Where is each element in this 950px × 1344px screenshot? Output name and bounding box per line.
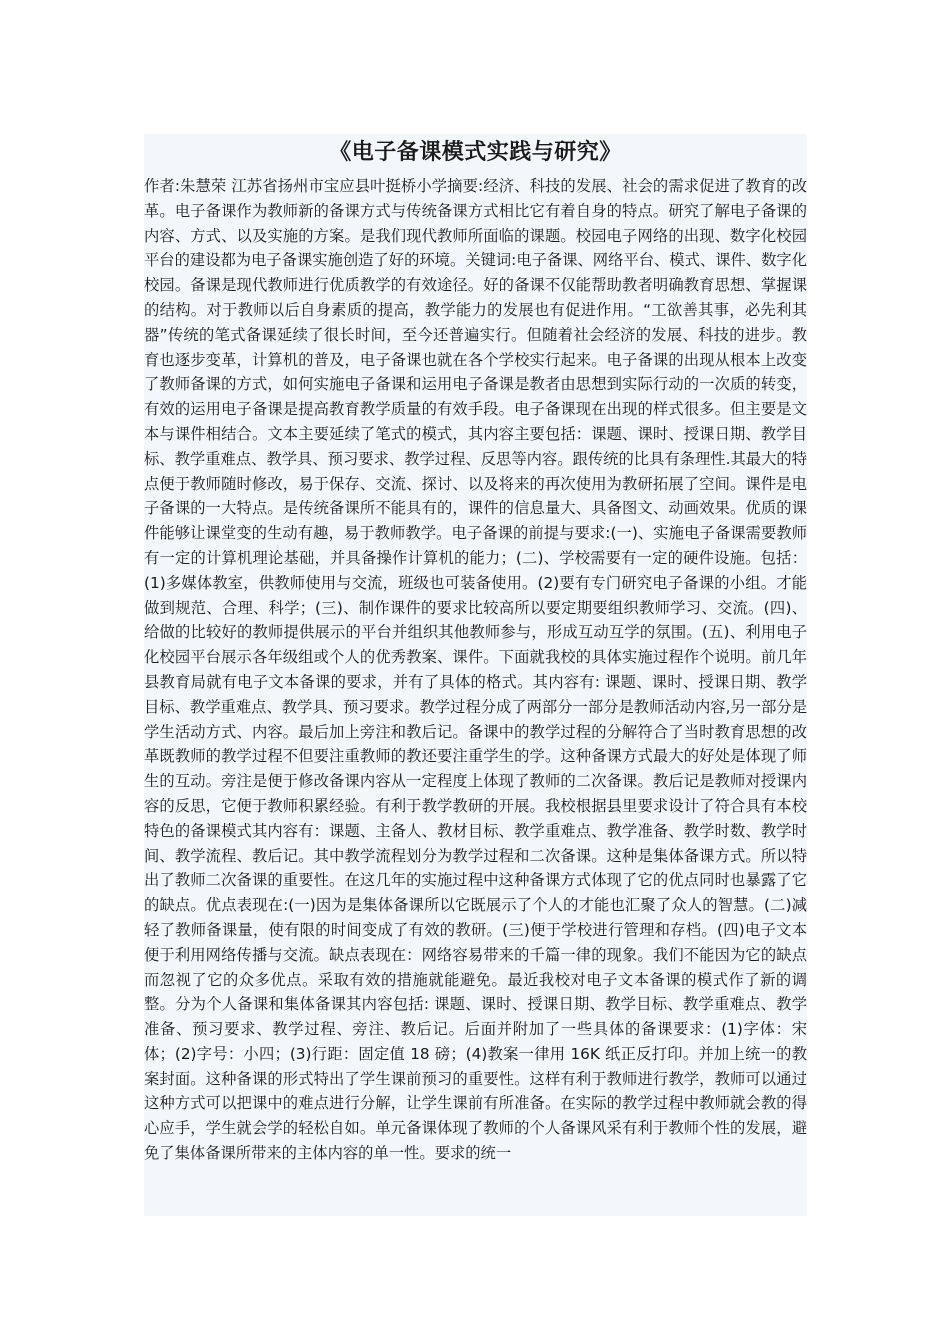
document-title: 《电子备课模式实践与研究》 <box>329 140 622 165</box>
document-body: 作者:朱慧荣 江苏省扬州市宝应县叶挺桥小学摘要:经济、科技的发展、社会的需求促进了教育的改革。电子备课作为教师新的备课方式与传统备课方式相比它有着自身的特点。研究了解电子备课的内容、方式、以及实施的方案。是我们现代教师所面临的课题。校园电子网络的出现、数字化校园平台的建设都为电子备课实施创造了好的环境。关键词:电子备课、网络平台、模式、课件、数字化校园。备课是现代教师进行优质教学的有效途径。好的备课不仅能帮助教者明确教育思想、掌握课的结构。对于教师以后自身素质的提高，教学能力的发展也有促进作用。“工欲善其事，必先利其器”传统的笔式备课延续了很长时间，至今还普遍实行。但随着社会经济的发展、科技的进步。教育也逐步变革，计算机的普及，电子备课也就在各个学校实行起来。电子备课的出现从根本上改变了教师备课的方式，如何实施电子备课和运用电子备课是教者由思想到实际行动的一次质的转变，有效的运用电子备课是提高教育教学质量的有效手段。电子备课现在出现的样式很多。但主要是文本与课件相结合。文本主要延续了笔式的模式，其内容主要包括：课题、课时、授课日期、教学目标、教学重难点、教学具、预习要求、教学过程、反思等内容。跟传统的比具有条理性.其最大的特点便于教师随时修改，易于保存、交流、探讨、以及将来的再次使用为教研拓展了空间。课件是电子备课的一大特点。是传统备课所不能具有的，课件的信息量大、具备图文、动画效果。优质的课件能够让课堂变的生动有趣，易于教师教学。电子备课的前提与要求:(一)、实施电子备课需要教师有一定的计算机理论基础，并具备操作计算机的能力；(二)、学校需要有一定的硬件设施。包括：(1)多媒体教室，供教师使用与交流，班级也可装备使用。(2)要有专门研究电子备课的小组。才能做到规范、合理、科学；(三)、制作课件的要求比较高所以要定期要组织教师学习、交流。(四)、给做的比较好的教师提供展示的平台并组织其他教师参与，形成互动互学的氛围。(五)、利用电子化校园平台展示各年级组或个人的优秀教案、课件。下面就我校的具体实施过程作个说明。前几年县教育局就有电子文本备课的要求，并有了具体的格式。其内容有: 课题、课时、授课日期、教学目标、教学重难点、教学具、预习要求。教学过程分成了两部分一部分是教师活动内容,另一部分是学生活动方式、内容。最后加上旁注和教后记。备课中的教学过程的分解符合了当时教育思想的改革既教师的教学过程不但要注重教师的教还要注重学生的学。这种备课方式最大的好处是体现了师生的互动。旁注是便于修改备课内容从一定程度上体现了教师的二次备课。教后记是教师对授课内容的反思，它便于教师积累经验。有利于教学教研的开展。我校根据县里要求设计了符合具有本校特色的备课模式其内容有：课题、主备人、教材目标、教学重难点、教学准备、教学时数、教学时间、教学流程、教后记。其中教学流程划分为教学过程和二次备课。这种是集体备课方式。所以特出了教师二次备课的重要性。在这几年的实施过程中这种备课方式体现了它的优点同时也暴露了它的缺点。优点表现在:(一)因为是集体备课所以它既展示了个人的才能也汇聚了众人的智慧。(二)减轻了教师备课量，使有限的时间变成了有效的教研。(三)便于学校进行管理和存档。(四)电子文本便于利用网络传播与交流。缺点表现在：网络容易带来的千篇一律的现象。我们不能因为它的缺点而忽视了它的众多优点。采取有效的措施就能避免。最近我校对电子文本备课的模式作了新的调整。分为个人备课和集体备课其内容包括: 课题、课时、授课日期、教学目标、教学重难点、教学准备、预习要求、教学过程、旁注、教后记。后面并附加了一些具体的备课要求：(1)字体：宋体；(2)字号：小四；(3)行距：固定值 18 磅；(4)教案一律用 16K 纸正反打印。并加上统一的教案封面。这种备课的形式特出了学生课前预习的重要性。这样有利于教师进行教学，教师可以通过这种方式可以把课中的难点进行分解，让学生课前有所准备。在实际的教学过程中教师就会教的得心应手，学生就会学的轻松自如。单元备课体现了教师的个人备课风采有利于教师个性的发展，避免了集体备课所带来的主体内容的单一性。要求的统一 <box>144 177 807 1163</box>
article-content <box>144 134 807 1216</box>
